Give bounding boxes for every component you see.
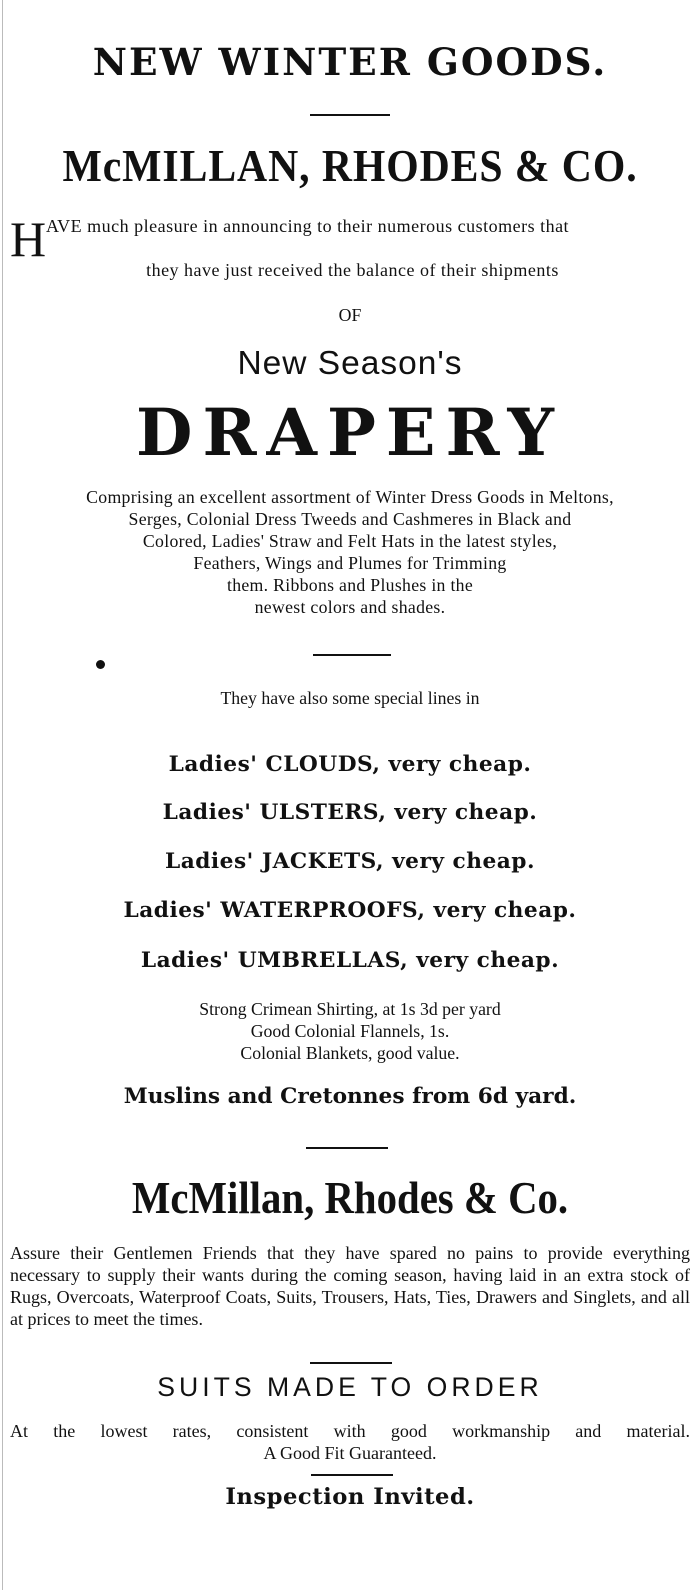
divider-rule [313, 654, 391, 656]
divider-rule [311, 1474, 393, 1476]
sundry-item: Good Colonial Flannels, 1s. [250, 1021, 450, 1041]
divider-rule [310, 114, 390, 116]
firm-name-caps: McMILLAN, RHODES & CO. [62, 141, 638, 191]
intro-line-1: AVE much pleasure in announcing to their numerous customers that [46, 216, 570, 236]
gentlemen-paragraph: Assure their Gentlemen Friends that they have spared no pains to provide everything necessary to supply their wants during the coming season, having laid in an extra stock of Rugs, Overcoats, Waterproof Coats, Suits, Trousers, Hats, Ties, Drawers and Singlets, and all at prices to meet the times. [10, 1243, 690, 1329]
special-lines-intro: They have also some special lines in [220, 688, 480, 708]
fit-line: A Good Fit Guaranteed. [263, 1443, 437, 1463]
description-line: them. Ribbons and Plushes in the [226, 575, 474, 595]
drapery-description [0, 486, 700, 618]
special-line-waterproofs: Ladies' WATERPROOFS, very cheap. [123, 898, 577, 923]
suits-heading: SUITS MADE TO ORDER [157, 1372, 543, 1402]
bullet-ornament [96, 660, 105, 669]
divider-rule [310, 1362, 392, 1364]
description-line: Serges, Colonial Dress Tweeds and Cashmeres in Black and [128, 509, 572, 529]
sundry-item: Colonial Blankets, good value. [240, 1043, 460, 1063]
firm-name: McMillan, Rhodes & Co. [131, 1173, 569, 1223]
description-line: newest colors and shades. [254, 597, 446, 617]
of-label: OF [338, 305, 362, 325]
drapery-heading: DRAPERY [136, 395, 564, 471]
divider-rule [306, 1147, 388, 1149]
muslins-line: Muslins and Cretonnes from 6d yard. [123, 1084, 577, 1109]
description-line: Colored, Ladies' Straw and Felt Hats in the latest styles, [142, 531, 558, 551]
drop-cap: H [10, 211, 47, 267]
rates-block [10, 1420, 690, 1464]
special-line-umbrellas: Ladies' UMBRELLAS, very cheap. [140, 948, 560, 973]
special-line-ulsters: Ladies' ULSTERS, very cheap. [162, 800, 538, 825]
left-border-rule [2, 0, 3, 1590]
closing-line: Inspection Invited. [225, 1484, 475, 1510]
sundry-item: Strong Crimean Shirting, at 1s 3d per yard [199, 999, 501, 1019]
season-heading: New Season's [237, 345, 463, 382]
headline: NEW WINTER GOODS. [92, 40, 608, 84]
rates-line: At the lowest rates, consistent with good workmanship and material. [10, 1421, 690, 1441]
description-line: Comprising an excellent assortment of Winter Dress Goods in Meltons, [86, 487, 614, 507]
intro-line-2: they have just received the balance of their shipments [146, 260, 559, 280]
special-line-jackets: Ladies' JACKETS, very cheap. [164, 849, 536, 874]
description-line: Feathers, Wings and Plumes for Trimming [193, 553, 507, 573]
special-line-clouds: Ladies' CLOUDS, very cheap. [168, 752, 532, 777]
sundries-list [0, 998, 700, 1064]
